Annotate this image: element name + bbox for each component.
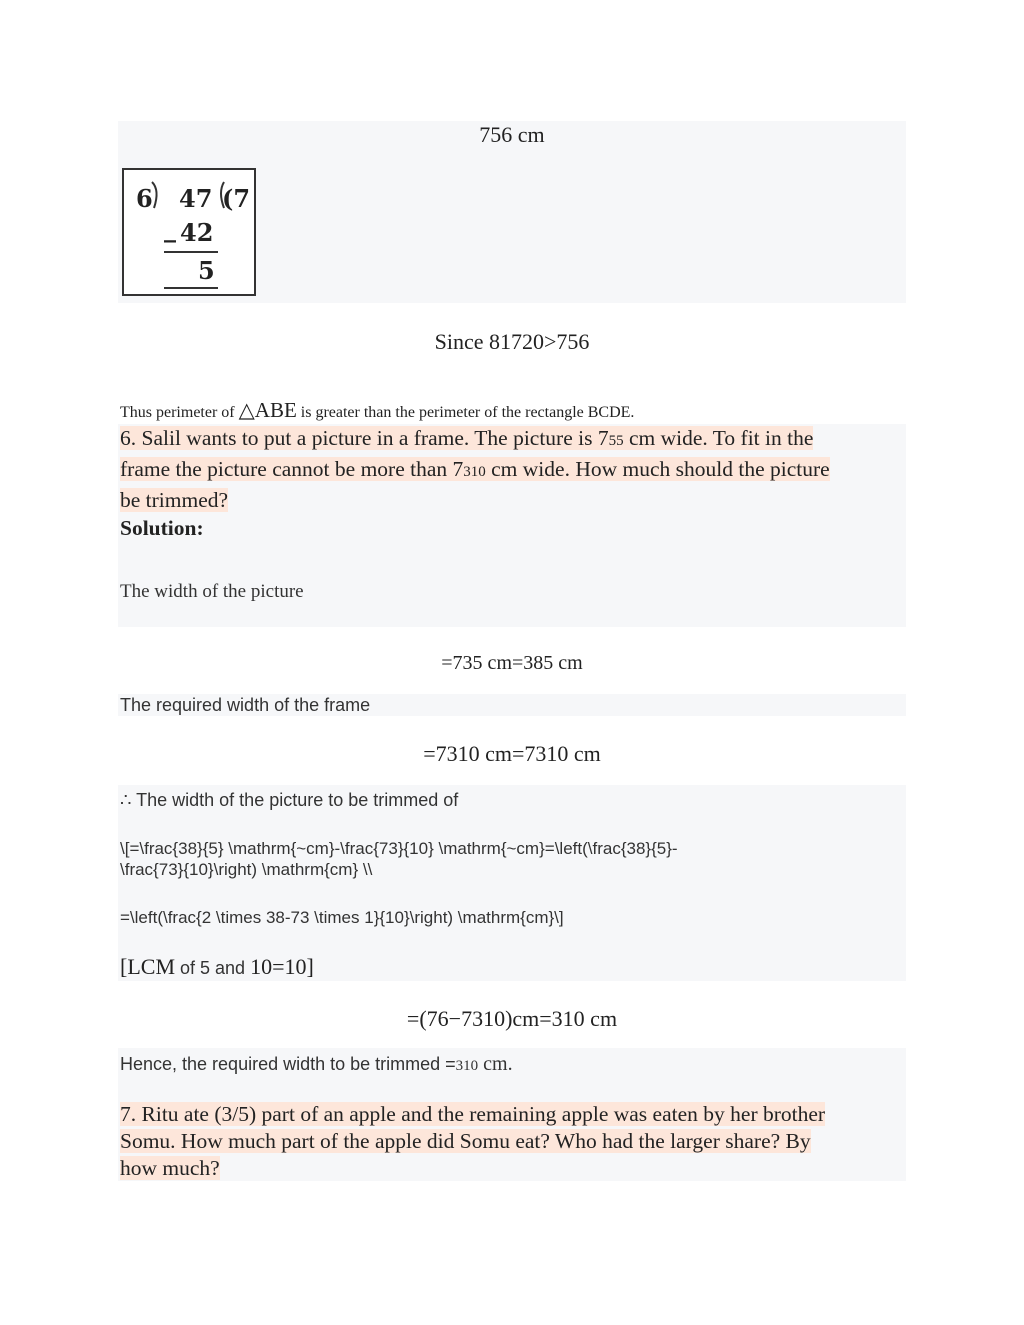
top-value: 756 cm <box>479 122 545 147</box>
solution-label: Solution: <box>120 516 204 540</box>
division-product: 42 <box>180 218 214 247</box>
question6-line2-a: frame the picture cannot be more than 7 <box>120 457 464 481</box>
question7-line3: how much? <box>120 1156 220 1180</box>
question6-line2-b: cm wide. How much should the picture <box>485 457 830 481</box>
perimeter-suffix: is greater than the perimeter of the rectangle BCDE. <box>296 404 635 421</box>
question6-line1-a: 6. Salil wants to put a picture in a frame. The picture is 7 <box>120 426 609 450</box>
hence-prefix: Hence, the required width to be trimmed = <box>120 1054 456 1074</box>
perimeter-prefix: Thus perimeter of <box>120 404 239 421</box>
lcm-close: 10=10] <box>250 954 314 979</box>
question6-line1-sub: 55 <box>608 433 624 449</box>
therefore-line: ∴ The width of the picture to be trimmed of <box>120 790 459 810</box>
question6-line2-sub: 310 <box>463 464 486 480</box>
question7-line2: Somu. How much part of the apple did Somu eat? Who had the larger share? By <box>120 1129 811 1153</box>
perimeter-statement <box>120 398 634 423</box>
latex-line-3: =\left(\frac{2 \times 38-73 \times 1}{10}\right) \mathrm{cm}\] <box>120 908 564 927</box>
width-of-picture-label: The width of the picture <box>120 581 304 602</box>
question6-text <box>120 424 904 542</box>
latex-line-1: \[=\frac{38}{5} \mathrm{~cm}-\frac{73}{10} \mathrm{~cm}=\left(\frac{38}{5}- <box>120 839 678 858</box>
division-remainder: 5 <box>198 256 215 285</box>
required-frame-label: The required width of the frame <box>120 695 371 715</box>
latex-line-2: \frac{73}{10}\right) \mathrm{cm} \\ <box>120 860 373 879</box>
hence-sub: 310 <box>455 1058 479 1074</box>
question7-line1: 7. Ritu ate (3/5) part of an apple and the remaining apple was eaten by her brother <box>120 1102 826 1126</box>
since-line: Since 81720>756 <box>434 329 590 354</box>
division-minus: _ <box>164 214 176 243</box>
division-quotient: (7 <box>222 184 251 213</box>
lcm-line <box>120 954 314 980</box>
trim-calculation-block <box>118 785 906 981</box>
question6-line2 <box>120 457 830 481</box>
equation-trimmed-width: =(76−7310)cm=310 cm <box>406 1006 618 1031</box>
hence-line <box>120 1053 513 1076</box>
question6-line1 <box>120 426 813 450</box>
division-dividend: 47 <box>179 184 213 213</box>
lcm-middle: of 5 and <box>175 958 251 978</box>
triangle-name: ABE <box>254 398 297 422</box>
question6-line3: be trimmed? <box>120 488 229 512</box>
equation-frame-width: =7310 cm=7310 cm <box>423 741 601 766</box>
triangle-symbol: △ <box>238 398 255 422</box>
question6-line1-b: cm wide. To fit in the <box>623 426 814 450</box>
long-division-image <box>122 168 256 296</box>
equation-picture-width: =735 cm=385 cm <box>441 652 583 674</box>
lcm-open: [LCM <box>120 954 175 979</box>
hence-suffix: cm. <box>478 1053 513 1075</box>
division-divisor: 6 <box>136 184 153 213</box>
question7-text <box>120 1101 904 1182</box>
